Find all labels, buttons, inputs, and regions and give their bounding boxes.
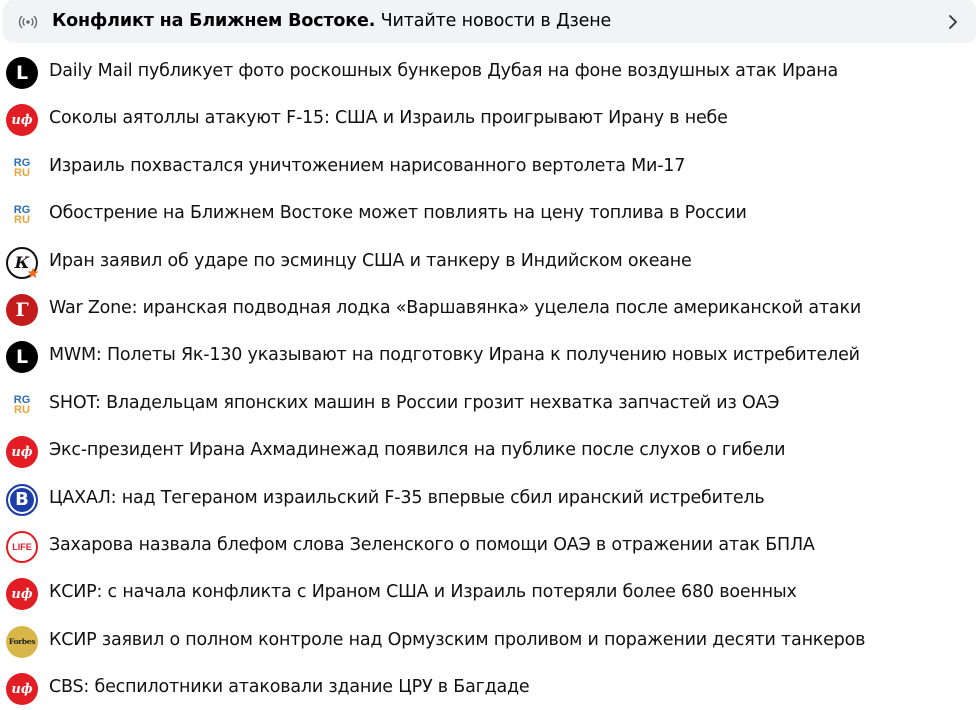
source-logo-icon [6, 247, 38, 279]
news-headline[interactable]: Захарова назвала блефом слова Зеленского о помощи ОАЭ в отражении атак БПЛА [49, 534, 815, 555]
news-headline[interactable]: ЦАХАЛ: над Тегераном израильский F-35 впервые сбил иранский истребитель [49, 487, 765, 508]
source-logo-icon [6, 484, 38, 516]
banner-title[interactable] [52, 10, 611, 32]
news-headline[interactable]: Экс-президент Ирана Ахмадинежад появился на публике после слухов о гибели [49, 440, 786, 461]
news-item[interactable] [0, 284, 979, 331]
banner-title-rest: Читайте новости в Дзене [375, 11, 612, 31]
source-logo-icon [6, 104, 38, 136]
news-headline[interactable]: КСИР: с начала конфликта с Ираном США и Израиль потеряли более 680 военных [49, 582, 797, 603]
broadcast-icon [17, 12, 39, 32]
news-item[interactable] [0, 663, 979, 710]
source-logo-icon: RG RU [6, 199, 38, 231]
news-item[interactable] [0, 568, 979, 615]
source-logo-text: иф [11, 444, 33, 460]
news-item[interactable] [0, 47, 979, 94]
news-headline[interactable]: SHOT: Владельцам японских машин в России грозит нехватка запчастей из ОАЭ [49, 392, 780, 413]
news-headline[interactable]: КСИР заявил о полном контроле над Ормузским проливом и поражении десяти танкеров [49, 629, 866, 650]
news-item[interactable] [0, 142, 979, 189]
source-logo-text: Forbes [8, 637, 36, 647]
news-headline[interactable]: Обострение на Ближнем Востоке может повлиять на цену топлива в России [49, 203, 747, 224]
source-logo-text: Г [15, 298, 29, 321]
source-logo-text: иф [11, 681, 33, 697]
news-headline[interactable]: Daily Mail публикует фото роскошных бункеров Дубая на фоне воздушных атак Ирана [49, 61, 839, 81]
news-item[interactable] [0, 237, 979, 284]
news-item[interactable] [0, 189, 979, 236]
source-logo-icon [6, 531, 38, 563]
news-headline[interactable]: MWM: Полеты Як-130 указывают на подготовку Ирана к получению новых истребителей [49, 345, 860, 366]
news-item[interactable] [0, 521, 979, 568]
source-logo-icon [6, 673, 38, 705]
news-item[interactable] [0, 616, 979, 663]
source-logo-text: иф [11, 112, 33, 128]
news-item[interactable] [0, 331, 979, 378]
news-headline[interactable]: CBS: беспилотники атаковали здание ЦРУ в Багдаде [49, 677, 530, 698]
source-logo-text: иф [11, 586, 33, 602]
news-item[interactable] [0, 474, 979, 521]
news-item[interactable] [0, 426, 979, 473]
source-logo-icon [6, 294, 38, 326]
star-badge-icon [27, 267, 39, 279]
news-list [0, 47, 979, 710]
source-logo-icon [6, 578, 38, 610]
banner-title-bold: Конфликт на Ближнем Востоке. [52, 11, 376, 31]
news-headline[interactable]: Соколы аятоллы атакуют F-15: США и Израиль проигрывают Ирану в небе [49, 108, 728, 129]
news-item[interactable] [0, 94, 979, 141]
zen-banner[interactable] [3, 0, 976, 43]
chevron-right-icon[interactable] [946, 13, 960, 31]
source-logo-icon [6, 436, 38, 468]
source-logo-text: LIFE [12, 541, 32, 552]
news-headline[interactable]: Иран заявил об ударе по эсминцу США и танкеру в Индийском океане [49, 250, 692, 271]
source-logo-text: B [15, 489, 29, 511]
source-logo-text: L [15, 62, 29, 84]
source-logo-icon: RG RU [6, 389, 38, 421]
source-logo-icon [6, 57, 38, 89]
source-logo-icon [6, 626, 38, 658]
source-logo-icon: RG RU [6, 152, 38, 184]
news-headline[interactable]: War Zone: иранская подводная лодка «Варшавянка» уцелела после американской атаки [49, 297, 862, 318]
source-logo-icon [6, 341, 38, 373]
news-item[interactable] [0, 379, 979, 426]
source-logo-text: К [14, 253, 30, 273]
news-headline[interactable]: Израиль похвастался уничтожением нарисованного вертолета Ми-17 [49, 155, 686, 176]
source-logo-text: L [15, 346, 29, 369]
